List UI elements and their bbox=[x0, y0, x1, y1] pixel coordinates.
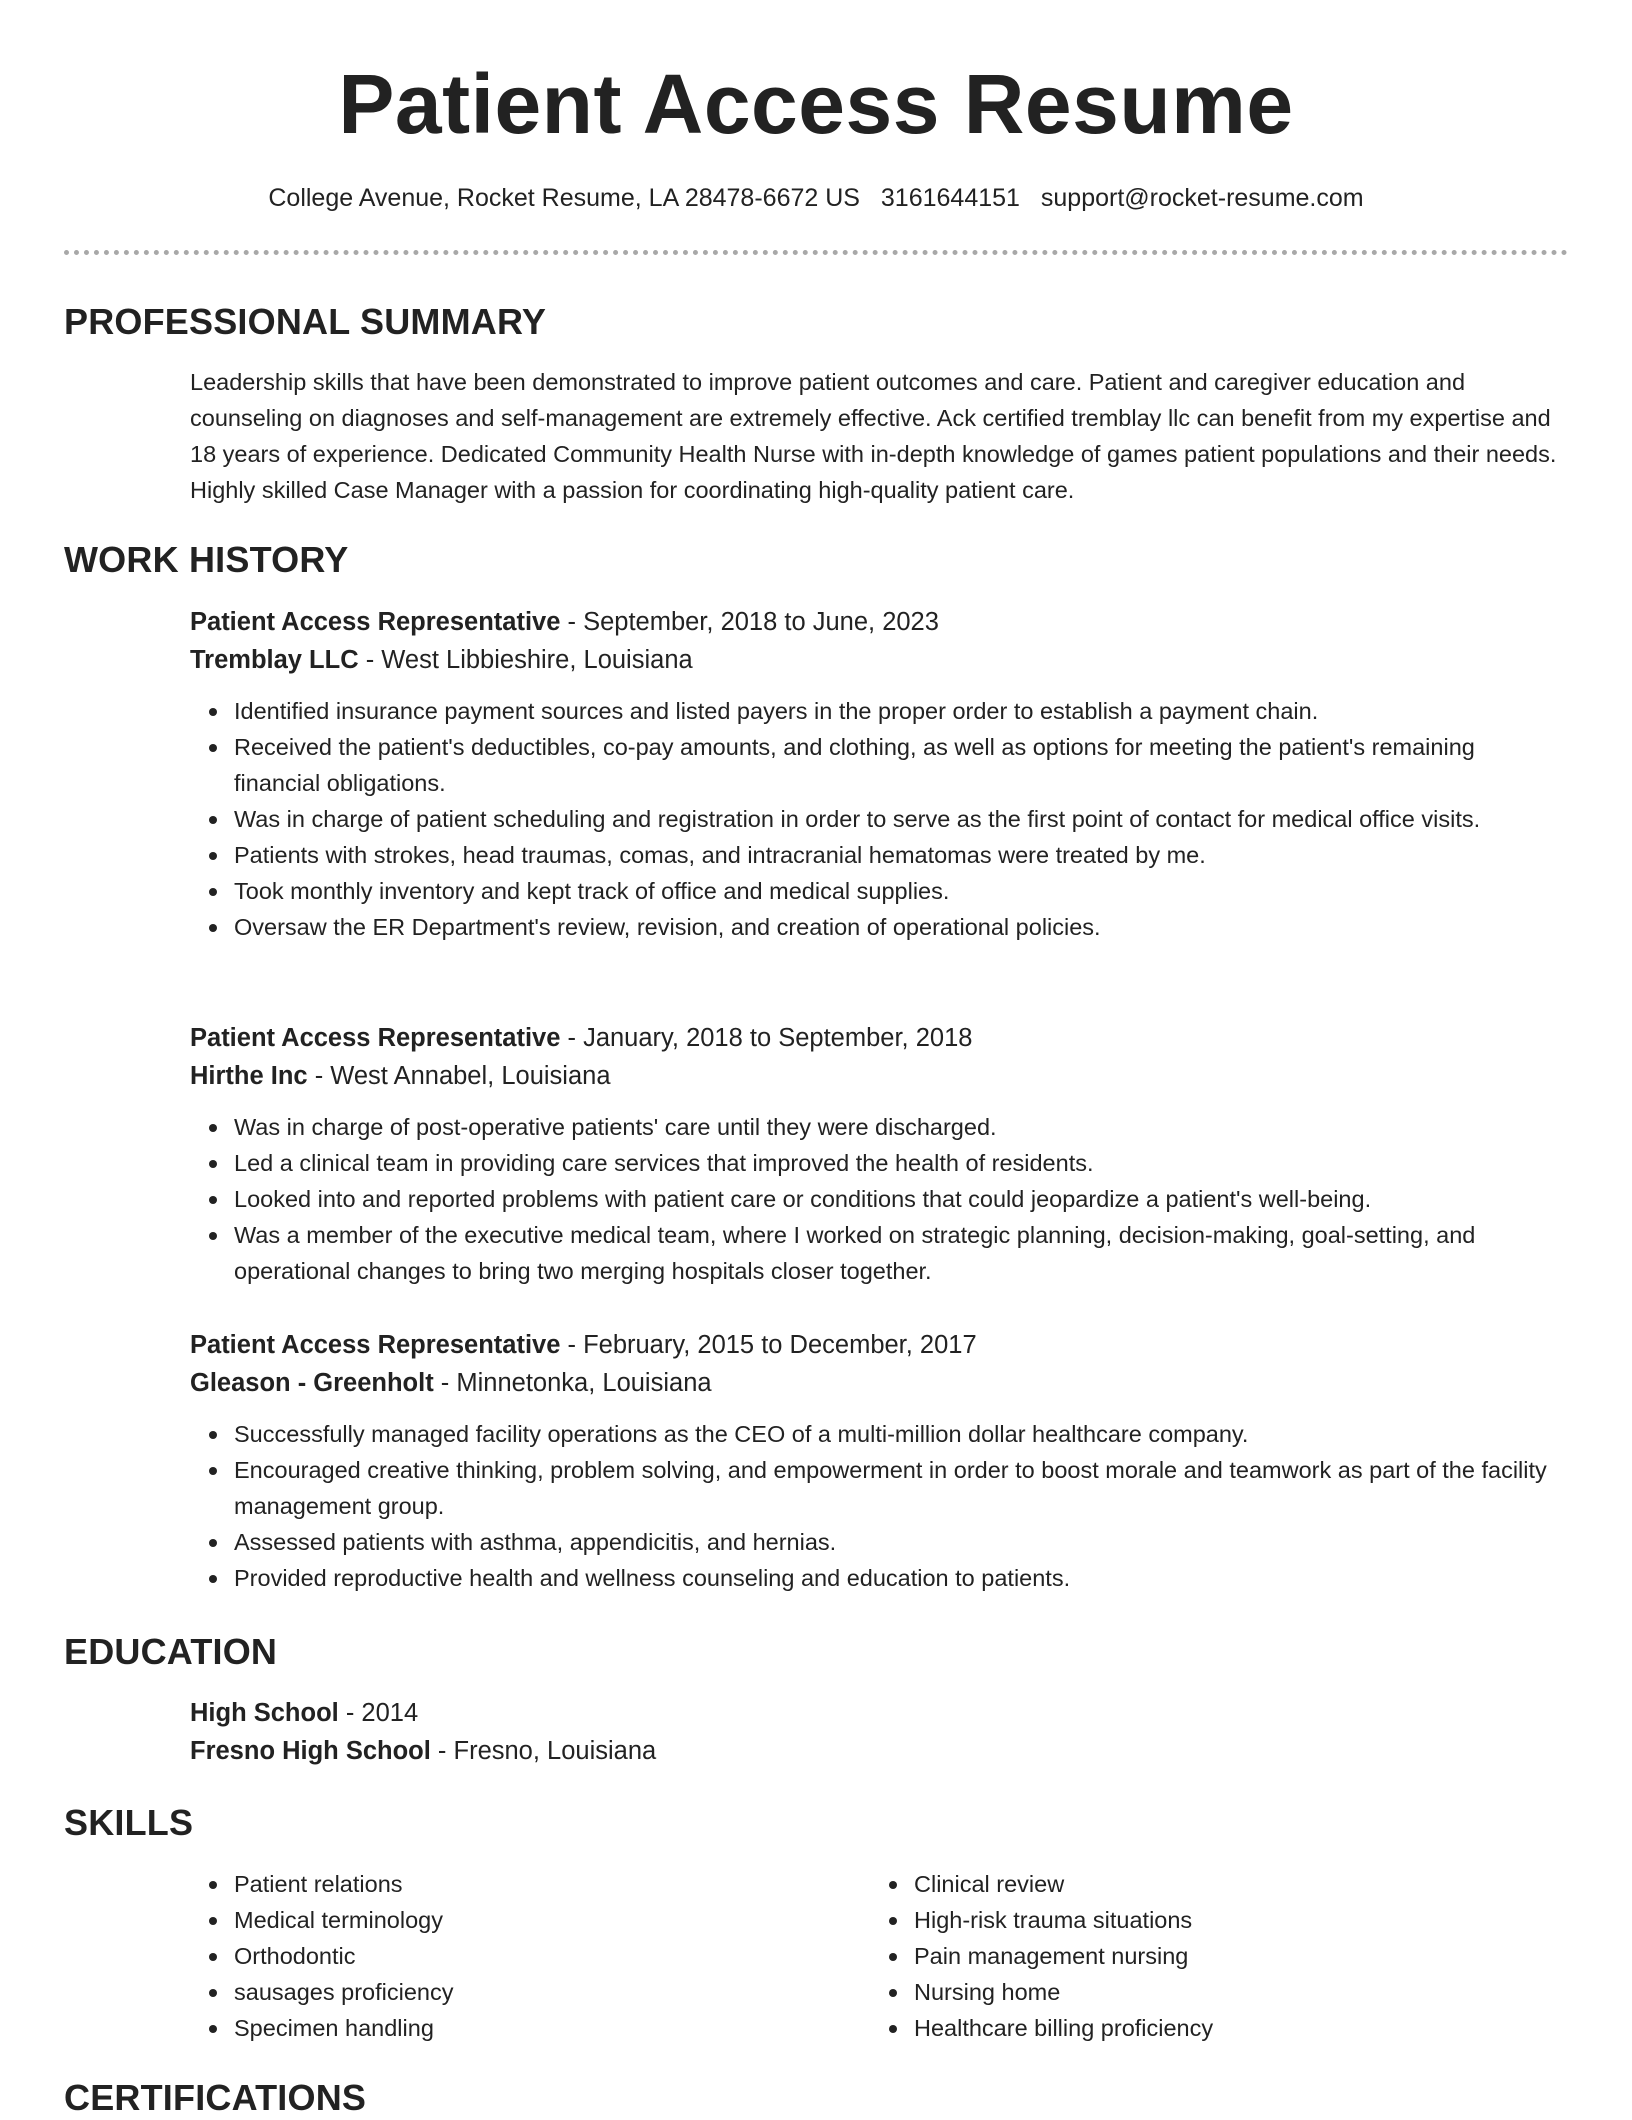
list-item: Orthodontic bbox=[234, 1938, 453, 1974]
summary-section bbox=[190, 364, 1560, 508]
education-location: - Fresno, Louisiana bbox=[430, 1737, 657, 1765]
header-divider bbox=[64, 250, 1568, 255]
job-bullets bbox=[190, 693, 1560, 945]
list-item: Oversaw the ER Department's review, revision, and creation of operational policies. bbox=[234, 909, 1560, 945]
education-school-line bbox=[190, 1732, 1560, 1770]
list-item: Identified insurance payment sources and listed payers in the proper order to establish a payment chain. bbox=[234, 693, 1560, 729]
job-title-line bbox=[190, 1326, 1560, 1364]
list-item: Was in charge of patient scheduling and registration in order to serve as the first point of contact for medical office visits. bbox=[234, 801, 1560, 837]
list-item: Successfully managed facility operations as the CEO of a multi-million dollar healthcare company. bbox=[234, 1416, 1560, 1452]
education-section bbox=[190, 1694, 1560, 1770]
contact-address: College Avenue, Rocket Resume, LA 28478-6672 US bbox=[268, 184, 860, 212]
job-company: Hirthe Inc bbox=[190, 1062, 308, 1090]
work-history-heading: WORK HISTORY bbox=[64, 539, 349, 580]
education-degree-line bbox=[190, 1694, 1560, 1732]
job-title: Patient Access Representative bbox=[190, 608, 561, 636]
list-item: Patients with strokes, head traumas, comas, and intracranial hematomas were treated by me. bbox=[234, 837, 1560, 873]
job-title-line bbox=[190, 603, 1560, 641]
contact-email: support@rocket-resume.com bbox=[1040, 184, 1364, 212]
job-dates: - February, 2015 to December, 2017 bbox=[560, 1331, 977, 1359]
job-dates: - September, 2018 to June, 2023 bbox=[560, 608, 939, 636]
job-bullets bbox=[190, 1109, 1560, 1289]
list-item: Pain management nursing bbox=[914, 1938, 1213, 1974]
list-item: Medical terminology bbox=[234, 1902, 453, 1938]
list-item: Was in charge of post-operative patients' care until they were discharged. bbox=[234, 1109, 1560, 1145]
job-dates: - January, 2018 to September, 2018 bbox=[560, 1024, 973, 1052]
job-bullets bbox=[190, 1416, 1560, 1596]
list-item: sausages proficiency bbox=[234, 1974, 453, 2010]
certifications-heading: CERTIFICATIONS bbox=[64, 2077, 367, 2118]
job-company-line bbox=[190, 1057, 1560, 1095]
job-company-line bbox=[190, 1364, 1560, 1402]
skills-list bbox=[870, 1866, 1213, 2046]
job-title: Patient Access Representative bbox=[190, 1331, 561, 1359]
education-school: Fresno High School bbox=[190, 1737, 431, 1765]
list-item: Received the patient's deductibles, co-pay amounts, and clothing, as well as options for meeting the patient's remaining financial obligations. bbox=[234, 729, 1560, 801]
summary-text: Leadership skills that have been demonstrated to improve patient outcomes and care. Patient and caregiver education and counseling on diagnoses and self-management are extremely effective. Ack certified tremblay llc can benefit from my expertise and 18 years of experience. Dedicated Community Health Nurse with in-depth knowledge of games patient populations and their needs. Highly skilled Case Manager with a passion for coordinating high-quality patient care. bbox=[190, 369, 1557, 503]
resume-title: Patient Access Resume bbox=[338, 57, 1294, 151]
list-item: Nursing home bbox=[914, 1974, 1213, 2010]
list-item: Took monthly inventory and kept track of office and medical supplies. bbox=[234, 873, 1560, 909]
job-location: - Minnetonka, Louisiana bbox=[433, 1369, 712, 1397]
skills-heading: SKILLS bbox=[64, 1802, 194, 1843]
job-company: Gleason - Greenholt bbox=[190, 1369, 434, 1397]
skills-list bbox=[190, 1866, 453, 2046]
list-item: Provided reproductive health and wellness counseling and education to patients. bbox=[234, 1560, 1560, 1596]
list-item: High-risk trauma situations bbox=[914, 1902, 1213, 1938]
job-entry bbox=[190, 1326, 1560, 1596]
summary-heading: PROFESSIONAL SUMMARY bbox=[64, 301, 547, 342]
job-title-line bbox=[190, 1019, 1560, 1057]
education-year: - 2014 bbox=[338, 1699, 419, 1727]
education-degree: High School bbox=[190, 1699, 339, 1727]
list-item: Healthcare billing proficiency bbox=[914, 2010, 1213, 2046]
contact-line bbox=[0, 181, 1632, 215]
list-item: Looked into and reported problems with patient care or conditions that could jeopardize a patient's well-being. bbox=[234, 1181, 1560, 1217]
job-company-line bbox=[190, 641, 1560, 679]
list-item: Was a member of the executive medical team, where I worked on strategic planning, decision-making, goal-setting, and operational changes to bring two merging hospitals closer together. bbox=[234, 1217, 1560, 1289]
list-item: Patient relations bbox=[234, 1866, 453, 1902]
job-company: Tremblay LLC bbox=[190, 646, 359, 674]
skills-column-left bbox=[190, 1866, 453, 2046]
job-location: - West Annabel, Louisiana bbox=[307, 1062, 611, 1090]
job-entry bbox=[190, 603, 1560, 945]
job-title: Patient Access Representative bbox=[190, 1024, 561, 1052]
skills-section bbox=[190, 1866, 1560, 2056]
job-location: - West Libbieshire, Louisiana bbox=[358, 646, 693, 674]
list-item: Led a clinical team in providing care services that improved the health of residents. bbox=[234, 1145, 1560, 1181]
list-item: Assessed patients with asthma, appendicitis, and hernias. bbox=[234, 1524, 1560, 1560]
contact-phone: 3161644151 bbox=[880, 184, 1020, 212]
list-item: Clinical review bbox=[914, 1866, 1213, 1902]
skills-column-right bbox=[870, 1866, 1213, 2046]
education-heading: EDUCATION bbox=[64, 1631, 278, 1672]
list-item: Encouraged creative thinking, problem solving, and empowerment in order to boost morale and teamwork as part of the facility management group. bbox=[234, 1452, 1560, 1524]
job-entry bbox=[190, 1019, 1560, 1289]
list-item: Specimen handling bbox=[234, 2010, 453, 2046]
